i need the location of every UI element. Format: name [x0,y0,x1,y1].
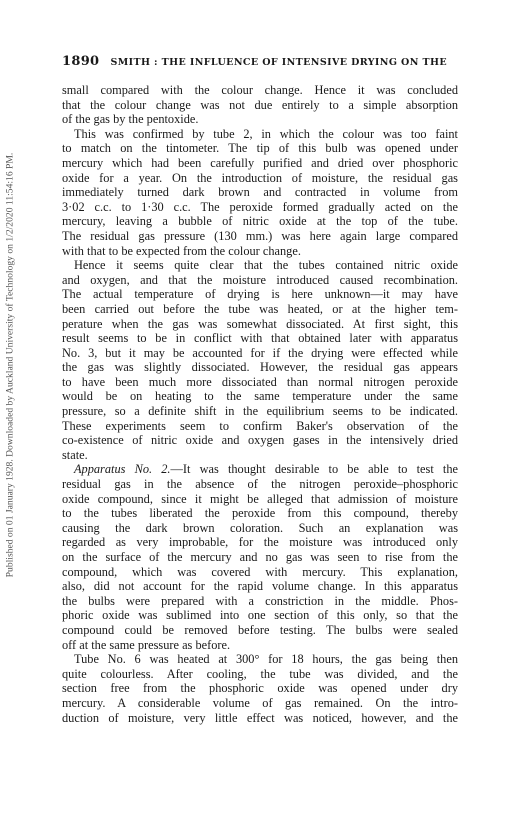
text-line: residual gas in the absence of the nitrogen peroxide–phosphoric [62,477,458,492]
text-line: mercury. A considerable volume of gas remained. On the intro- [62,695,458,710]
text-line: on the surface of the mercury and no gas was seen to rise from the [62,550,458,564]
paragraph-start-line: Tube No. 6 was heated at 300° for 18 hours, the gas being then [74,652,458,667]
text-line: phoric oxide was sublimed into one section of this only, so that the [62,608,458,623]
text-line: No. 3, but it may be accounted for if the drying were effected while [62,345,458,360]
text-line: regarded as very improbable, for the moisture was introduced only [62,535,458,550]
text-line: state. [62,447,88,462]
section-heading: Apparatus No. 2. [74,462,171,477]
text-line: the bulbs were prepared with a constriction in the middle. Phos- [62,593,458,608]
text-line: compound could be removed before testing. The bulbs were sealed [62,622,458,637]
text-line: duction of moisture, very little effect was noticed, however, and the [62,710,458,725]
text-line: with that to be expected from the colour change. [62,243,301,258]
text-line: co-existence of nitric oxide and oxygen gases in the intensively dried [62,433,458,448]
page-number: 1890 [62,54,100,69]
text-line: 3·02 c.c. to 1·30 c.c. The peroxide formed gradually acted on the [62,199,458,214]
text-line: result seems to be in conflict with that obtained later with apparatus [62,331,458,346]
text-line: to match on the tintometer. The tip of this bulb was opened under [62,141,458,156]
text-line: the gas was slightly dissociated. However, the residual gas appears [62,360,458,375]
paragraph-start-line [62,462,458,477]
text-line: oxide compound, since it might be alleged that admission of moisture [62,491,458,506]
text-line: small compared with the colour change. Hence it was concluded [62,83,458,97]
text-line: These experiments seem to confirm Baker's observation of the [62,418,458,433]
text-line: to have been much more dissociated than normal nitrogen peroxide [62,374,458,389]
download-stamp-text: Published on 01 January 1928. Downloaded by Auckland University of Technology on 1/2/2020 11:54:16 PM. [4,152,16,578]
running-head: SMITH : THE INFLUENCE OF INTENSIVE DRYING ON THE [110,57,448,68]
text-line: also, did not account for the rapid volume change. In this apparatus [62,579,458,594]
text-line: section free from the phosphoric oxide was opened under dry [62,681,458,696]
text-line: mercury, leaving a bubble of nitric oxide at the top of the tube. [62,214,458,229]
text-line: that the colour change was not due entirely to a simple absorption [62,97,458,112]
text-line: mercury which had been carefully purified and dried over phosphoric [62,155,458,170]
text-line: to the tubes liberated the peroxide from this compound, thereby [62,506,458,521]
text-line: oxide for a year. On the introduction of moisture, the residual gas [62,170,458,185]
text-line: and oxygen, and that the moisture introduced caused recombination. [62,272,458,287]
text-line: perature when the gas was somewhat dissociated. At first sight, this [62,316,458,331]
paragraph-start-line: Hence it seems quite clear that the tubes contained nitric oxide [74,258,458,273]
text-line: been carried out before the tube was heated, or at the higher tem- [62,301,458,316]
text-line: pressure, so a definite shift in the equilibrium seems to be indicated. [62,404,458,419]
text-line: of the gas by the pentoxide. [62,112,199,127]
text-line: off at the same pressure as before. [62,637,231,652]
download-stamp [4,40,16,690]
text-line: The actual temperature of drying is here unknown—it may have [62,287,458,302]
text-line: immediately turned dark brown and contracted in volume from [62,185,458,200]
article-body [62,83,458,725]
page-header [62,50,458,68]
text-line: quite colourless. After cooling, the tube was divided, and the [62,666,458,681]
text-line: compound, which was covered with mercury. This explanation, [62,564,458,579]
text-line: would be on heating to the same temperature under the same [62,389,458,404]
text-line: causing the dark brown coloration. Such an explanation was [62,520,458,535]
paragraph-start-line: This was confirmed by tube 2, in which the colour was too faint [74,126,458,141]
section-heading-continuation: —It was thought desirable to be able to test the [170,462,459,477]
text-line: The residual gas pressure (130 mm.) was here again large compared [62,228,458,243]
